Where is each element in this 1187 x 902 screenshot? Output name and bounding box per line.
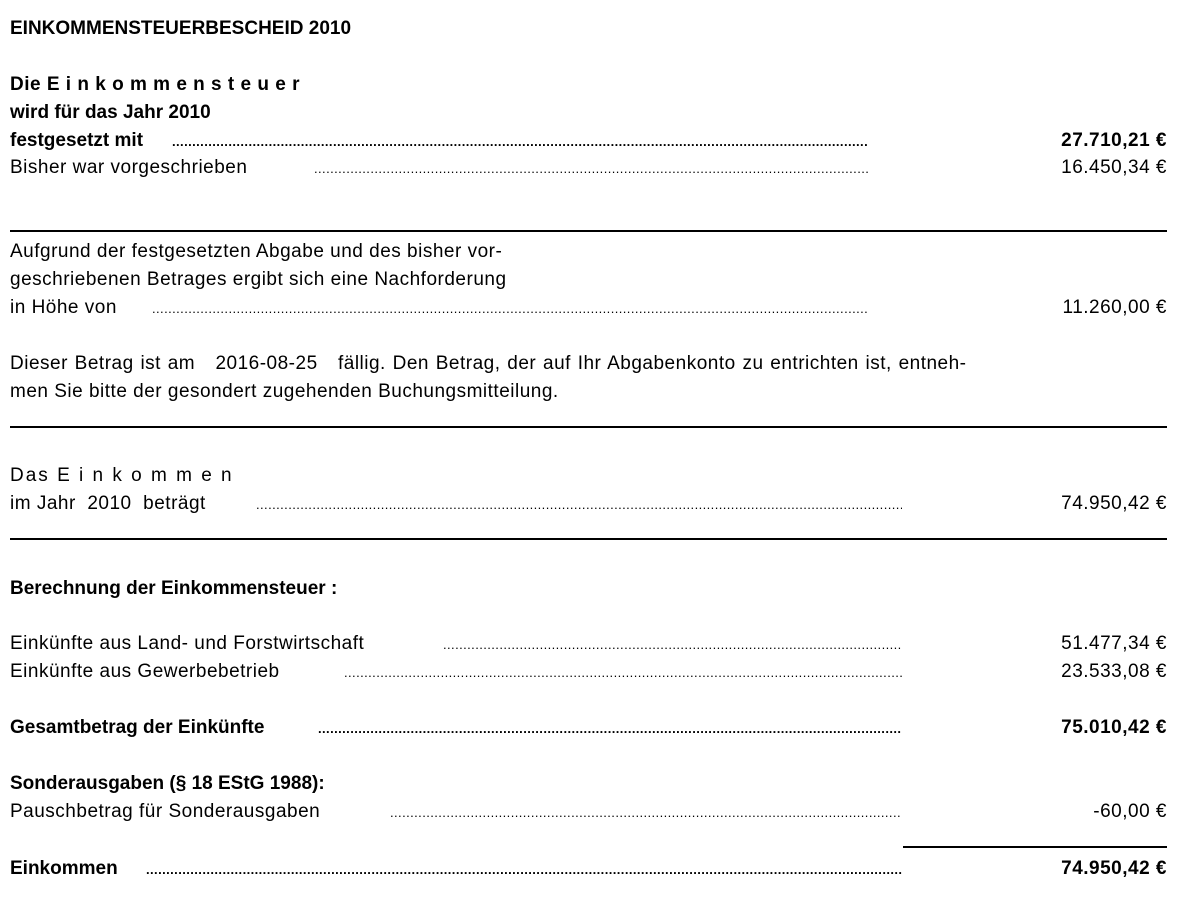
previous-leader bbox=[314, 157, 868, 179]
calc-row-2-amount: 23.533,08 € bbox=[1061, 661, 1167, 682]
divider-3 bbox=[10, 538, 1167, 540]
income-heading: Das E i n k o m m e n bbox=[10, 465, 234, 486]
calc-row-1-label: Einkünfte aus Land- und Forstwirtschaft bbox=[10, 633, 365, 654]
total-amount: 75.010,42 € bbox=[1061, 717, 1167, 738]
calc-row-1-leader bbox=[443, 633, 902, 655]
tax-heading: Die E i n k o m m e n s t e u e r bbox=[10, 74, 300, 95]
sum-rule bbox=[903, 846, 1167, 848]
calculation-heading: Berechnung der Einkommensteuer : bbox=[10, 578, 338, 599]
previous-label: Bisher war vorgeschrieben bbox=[10, 157, 248, 178]
income-label: im Jahr 2010 beträgt bbox=[10, 493, 206, 514]
claim-leader bbox=[152, 297, 868, 319]
fixed-leader bbox=[172, 130, 868, 152]
calc-row-1-amount: 51.477,34 € bbox=[1061, 633, 1167, 654]
income-leader bbox=[256, 493, 902, 515]
due-line-1: Dieser Betrag ist am 2016-08-25 fällig. Den Betrag, der auf Ihr Abgabenkonto zu entrichten ist, entneh- bbox=[10, 353, 967, 374]
fixed-label: festgesetzt mit bbox=[10, 130, 144, 151]
tax-year-line: wird für das Jahr 2010 bbox=[10, 102, 211, 123]
due-line-2: men Sie bitte der gesondert zugehenden Buchungsmitteilung. bbox=[10, 381, 559, 402]
document-title: EINKOMMENSTEUERBESCHEID 2010 bbox=[10, 18, 352, 39]
divider-2 bbox=[10, 426, 1167, 428]
calc-row-2-label: Einkünfte aus Gewerbebetrieb bbox=[10, 661, 280, 682]
total-leader bbox=[318, 717, 902, 739]
claim-line-1: Aufgrund der festgesetzten Abgabe und des bisher vor- bbox=[10, 241, 503, 262]
claim-amount: 11.260,00 € bbox=[1062, 297, 1167, 318]
claim-line-2: geschriebenen Betrages ergibt sich eine Nachforderung bbox=[10, 269, 507, 290]
final-income-amount: 74.950,42 € bbox=[1061, 858, 1167, 879]
special-leader bbox=[390, 801, 902, 823]
special-amount: -60,00 € bbox=[1093, 801, 1167, 822]
divider-1 bbox=[10, 230, 1167, 232]
total-label: Gesamtbetrag der Einkünfte bbox=[10, 717, 265, 738]
claim-label: in Höhe von bbox=[10, 297, 117, 318]
calc-row-2-leader bbox=[344, 661, 902, 683]
previous-amount: 16.450,34 € bbox=[1061, 157, 1167, 178]
fixed-amount: 27.710,21 € bbox=[1061, 130, 1167, 151]
income-amount: 74.950,42 € bbox=[1061, 493, 1167, 514]
final-income-label: Einkommen bbox=[10, 858, 118, 879]
final-income-leader bbox=[146, 858, 902, 880]
special-heading: Sonderausgaben (§ 18 EStG 1988): bbox=[10, 773, 325, 794]
special-label: Pauschbetrag für Sonderausgaben bbox=[10, 801, 321, 822]
